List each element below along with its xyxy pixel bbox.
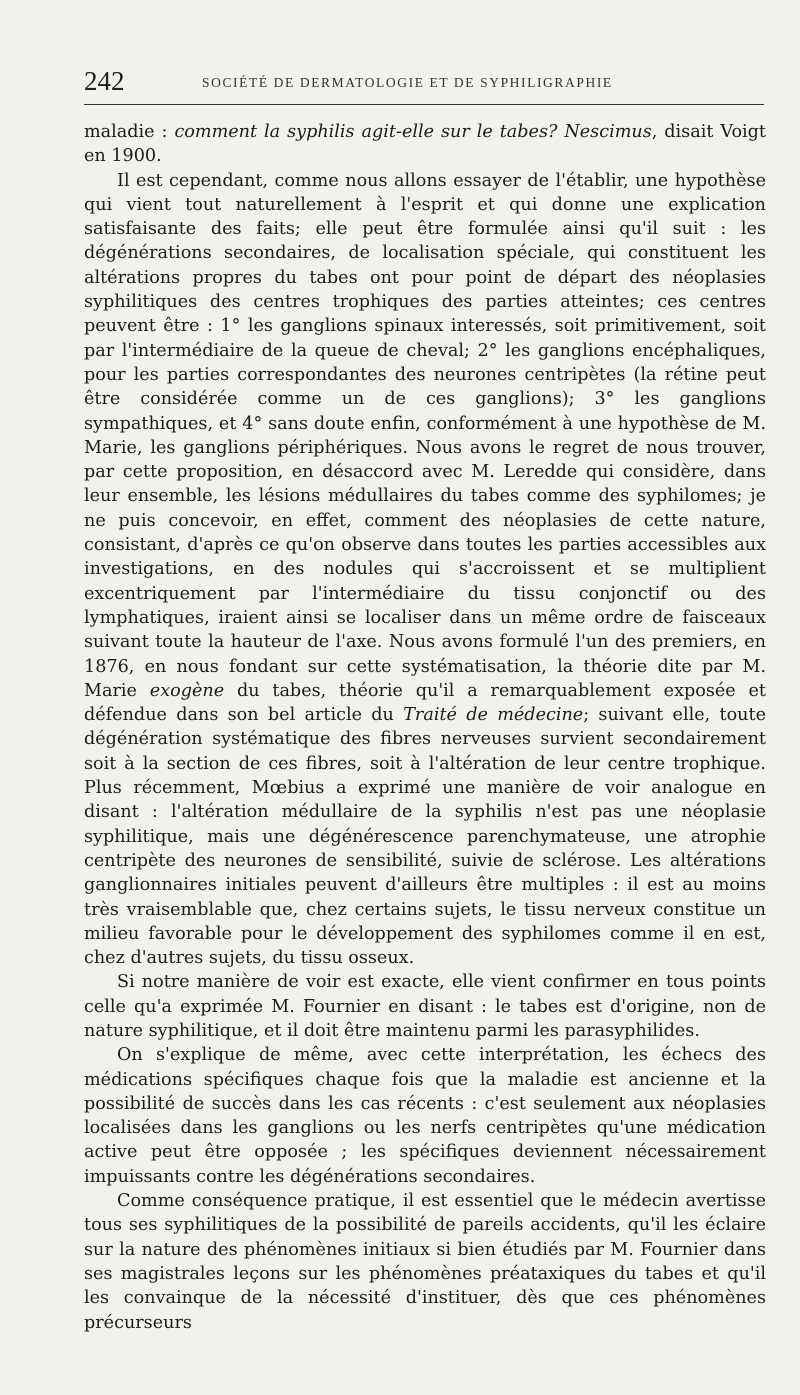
text-run: ; suivant elle, toute dégénération systématique des fibres nerveuses survient secondairement soit à la section de ces fibres, soit à l'altération de leur centre trophique. Plus récemment, Mœbius a exprimé une manière de voir analogue en disant : l'altération médullaire de la syphilis n'est pas une néoplasie syphilitique, mais une dégénérescence parenchymateuse, une atrophie centripète des neurones de sensibilité, suivie de sclérose. Les altérations ganglionnaires initiales peuvent d'ailleurs être multiples : il est au moins très vraisemblable que, chez certains sujets, le tissu nerveux constitue un milieu favorable pour le développement des syphilomes comme il en est, chez d'autres sujets, du tissu osseux. <box>84 705 766 969</box>
text-run: Il est cependant, comme nous allons essayer de l'établir, une hypothèse qui vient tout naturellement à l'esprit et qui donne une explication satisfaisante des faits; elle peut être formulée ainsi qu'il suit : les dégénérations secondaires, de localisation spéciale, qui constituent les altérations propres du tabes ont pour point de départ des néoplasies syphilitiques des centres trophiques des parties atteintes; ces centres peuvent être : 1° les ganglions spinaux interessés, soit primitivement, soit par l'intermédiaire de la queue de cheval; 2° les ganglions encéphaliques, pour les parties correspondantes des neurones centripètes (la rétine peut être considérée comme un de ces ganglions); 3° les ganglions sympathiques, et 4° sans doute enfin, conformément à une hypothèse de M. Marie, les ganglions périphériques. Nous avons le regret de nous trouver, par cette proposition, en désaccord avec M. Leredde qui considère, dans leur ensemble, les lésions médullaires du tabes comme des syphilomes; je ne puis concevoir, en effet, comment des néoplasies de cette nature, consistant, d'après ce qu'on observe dans toutes les parties accessibles aux investigations, en des nodules qui s'accroissent et se multiplient excentriquement par l'intermédiaire du tissu conjonctif ou des lymphatiques, iraient ainsi se localiser dans un même ordre de faisceaux suivant toute la hauteur de l'axe. Nous avons formulé l'un des premiers, en 1876, en nous fondant sur cette systématisation, la théorie dite par M. Marie <box>84 170 766 701</box>
body-text <box>84 120 766 1335</box>
italic-title: Traité de médecine <box>403 705 584 726</box>
text-run: du tabes, théorie qu'il a remarquablement exposée et défendue dans son bel article du <box>84 680 766 726</box>
text-run: , disait Voigt en 1900. <box>84 122 766 167</box>
italic-term: exogène <box>149 680 225 701</box>
text-run: maladie : <box>84 122 175 142</box>
paragraph: Si notre manière de voir est exacte, elle vient confirmer en tous points celle qu'a exprimée M. Fournier en disant : le tabes est d'origine, non de nature syphilitique, et il doit être maintenu parmi les parasyphilides. <box>84 972 766 1041</box>
italic-quote: comment la syphilis agit-elle sur le tabes? Nescimus <box>174 122 652 142</box>
running-head: SOCIÉTÉ DE DERMATOLOGIE ET DE SYPHILIGRAPHIE <box>202 75 613 90</box>
paragraph: Comme conséquence pratique, il est essentiel que le médecin avertisse tous ses syphilitiques de la possibilité de pareils accidents, qu'il les éclaire sur la nature des phénomènes initiaux si bien étudiés par M. Fournier dans ses magistrales leçons sur les phénomènes préataxiques du tabes et qu'il les convainque de la nécessité d'instituer, dès que ces phénomènes précurseurs <box>84 1191 766 1333</box>
paragraph <box>84 169 766 971</box>
paragraph-continuation <box>84 120 766 169</box>
header-rule <box>84 104 764 105</box>
page-number: 242 <box>84 66 125 96</box>
page-header <box>84 66 764 102</box>
paragraph: On s'explique de même, avec cette interprétation, les échecs des médications spécifiques chaque fois que la maladie est ancienne et la possibilité de succès dans les cas récents : c'est seulement aux néoplasies localisées dans les ganglions ou les nerfs centripètes qu'une médication active peut être opposée ; les spécifiques deviennent nécessairement impuissants contre les dégénérations secondaires. <box>84 1045 766 1187</box>
